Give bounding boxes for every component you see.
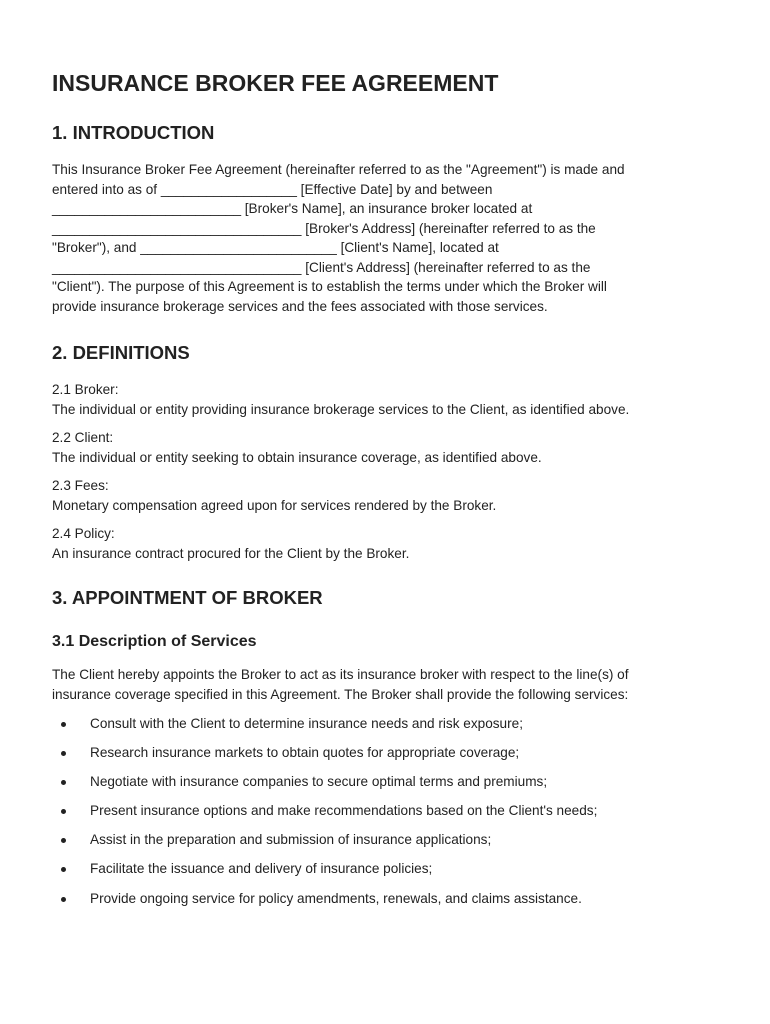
intro-line: provide insurance brokerage services and the fees associated with those services.: [52, 298, 548, 314]
bullet-icon: [61, 867, 66, 872]
list-item: [52, 772, 714, 792]
list-item: [52, 859, 714, 879]
definition-item: [52, 476, 714, 515]
subsection-heading-services: 3.1 Description of Services: [52, 633, 257, 650]
services-line: insurance coverage specified in this Agreement. The Broker shall provide the following services:: [52, 686, 629, 702]
intro-line: _________________________________ [Client's Address] (hereinafter referred to as the: [52, 259, 591, 275]
bullet-icon: [61, 722, 66, 727]
section-heading-appointment: 3. APPOINTMENT OF BROKER: [52, 587, 323, 608]
list-item: [52, 743, 714, 763]
list-item: [52, 830, 714, 850]
definition-item: [52, 524, 714, 563]
bullet-icon: [61, 780, 66, 785]
section-heading-definitions: 2. DEFINITIONS: [52, 342, 190, 363]
list-item: [52, 801, 714, 821]
definition-term: 2.1 Broker:: [52, 382, 119, 397]
definition-term: 2.3 Fees:: [52, 478, 109, 493]
bullet-icon: [61, 897, 66, 902]
list-item-text: Research insurance markets to obtain quotes for appropriate coverage;: [90, 745, 520, 761]
intro-line: _________________________ [Broker's Name], an insurance broker located at: [52, 201, 533, 216]
intro-line: "Broker"), and __________________________ [Client's Name], located at: [52, 240, 499, 255]
definition-item: [52, 380, 714, 419]
list-item-text: Assist in the preparation and submission of insurance applications;: [90, 832, 492, 848]
list-item-text: Negotiate with insurance companies to secure optimal terms and premiums;: [90, 774, 548, 790]
list-item-text: Provide ongoing service for policy amendments, renewals, and claims assistance.: [90, 890, 582, 906]
bullet-icon: [61, 751, 66, 756]
intro-line: entered into as of __________________ [Effective Date] by and between: [52, 181, 493, 197]
list-item-text: Consult with the Client to determine insurance needs and risk exposure;: [90, 716, 523, 731]
definition-text: The individual or entity seeking to obtain insurance coverage, as identified above.: [52, 449, 542, 465]
definition-text: Monetary compensation agreed upon for services rendered by the Broker.: [52, 497, 497, 513]
section-heading-introduction: 1. INTRODUCTION: [52, 122, 215, 143]
definition-term: 2.4 Policy:: [52, 526, 115, 541]
bullet-icon: [61, 838, 66, 843]
services-paragraph: [52, 665, 714, 704]
definition-text: The individual or entity providing insurance brokerage services to the Client, as identified above.: [52, 401, 630, 417]
introduction-paragraph: [52, 160, 714, 316]
bullet-icon: [61, 809, 66, 814]
definition-term: 2.2 Client:: [52, 430, 114, 445]
intro-line: _________________________________ [Broker's Address] (hereinafter referred to as the: [52, 220, 596, 236]
intro-line: This Insurance Broker Fee Agreement (hereinafter referred to as the "Agreement") is made and: [52, 162, 625, 177]
list-item: [52, 889, 714, 909]
list-item-text: Present insurance options and make recommendations based on the Client's needs;: [90, 803, 598, 819]
definition-item: [52, 428, 714, 467]
list-item-text: Facilitate the issuance and delivery of insurance policies;: [90, 861, 433, 877]
intro-line: "Client"). The purpose of this Agreement is to establish the terms under which the Broker will: [52, 279, 607, 294]
list-item: [52, 714, 714, 734]
definition-text: An insurance contract procured for the Client by the Broker.: [52, 545, 410, 561]
services-list: [52, 714, 714, 908]
services-line: The Client hereby appoints the Broker to act as its insurance broker with respect to the line(s) of: [52, 667, 629, 682]
document-title: INSURANCE BROKER FEE AGREEMENT: [52, 70, 499, 96]
